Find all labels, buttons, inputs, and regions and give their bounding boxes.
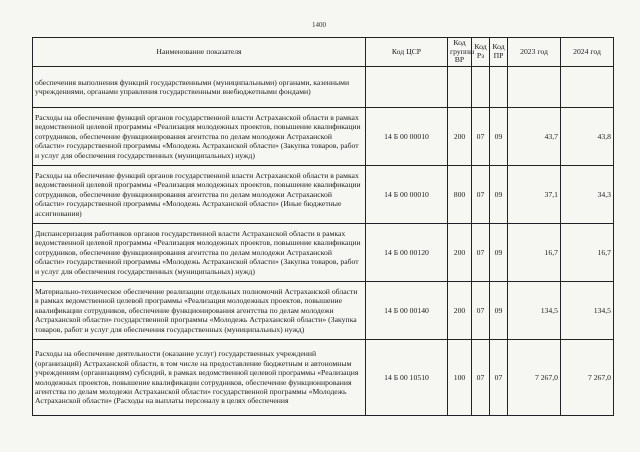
cell-vr: 100 (448, 340, 472, 416)
cell-pr: 07 (490, 340, 508, 416)
cell-code (366, 67, 448, 108)
header-2024: 2024 год (561, 38, 614, 67)
cell-2023: 37,1 (508, 166, 561, 224)
table-row (33, 340, 614, 416)
table-header-row (33, 38, 614, 67)
page-number: 1400 (312, 21, 326, 29)
cell-name: Расходы на обеспечение деятельности (оказание услуг) государственных учреждений (организаций) Астраханской области, в том числе на предоставление бюджетным и автономным учреждениям (организациям) субсидий, в рамках ведомственной целевой программы «Реализация молодежных проектов, повышение квалификации сотрудников, обеспечение функционирования агентства по делам молодежи Астраханской области» государственной программы «Молодежь Астраханской области» (Расходы на выплаты персоналу в целях обеспечения (33, 340, 366, 416)
cell-vr (448, 67, 472, 108)
cell-rz: 07 (472, 108, 490, 166)
cell-name: Диспансеризация работников органов государственной власти Астраханской области в рамках ведомственной целевой программы «Реализация молодежных проектов, повышение квалификации сотрудников, обеспечение функционирования агентства по делам молодежи Астраханской области» государственной программы «Молодежь Астраханской области» (Закупка товаров, работ и услуг для обеспечения государственных (муниципальных) нужд) (33, 224, 366, 282)
cell-code: 14 Б 00 10510 (366, 340, 448, 416)
cell-2023: 43,7 (508, 108, 561, 166)
cell-2023: 7 267,0 (508, 340, 561, 416)
cell-2024: 134,5 (561, 282, 614, 340)
cell-pr: 09 (490, 108, 508, 166)
cell-vr: 200 (448, 108, 472, 166)
cell-code: 14 Б 00 00010 (366, 166, 448, 224)
header-vr: Код группы ВР (448, 38, 472, 67)
cell-vr: 800 (448, 166, 472, 224)
cell-code: 14 Б 00 00010 (366, 108, 448, 166)
cell-rz: 07 (472, 224, 490, 282)
cell-vr: 200 (448, 224, 472, 282)
cell-2023 (508, 67, 561, 108)
table-row (33, 224, 614, 282)
table-row (33, 166, 614, 224)
header-pr: Код ПР (490, 38, 508, 67)
cell-rz: 07 (472, 282, 490, 340)
cell-rz: 07 (472, 166, 490, 224)
header-code: Код ЦСР (366, 38, 448, 67)
cell-rz (472, 67, 490, 108)
table-row (33, 108, 614, 166)
cell-name: Расходы на обеспечение функций органов государственной власти Астраханской области в рамках ведомственной целевой программы «Реализация молодежных проектов, повышение квалификации сотрудников, обеспечение функционирования агентства по делам молодежи Астраханской области» государственной программы «Молодежь Астраханской области» (Закупка товаров, работ и услуг для обеспечения государственных (муниципальных) нужд) (33, 108, 366, 166)
table-row (33, 67, 614, 108)
budget-table (32, 37, 614, 416)
cell-pr: 09 (490, 224, 508, 282)
cell-2023: 134,5 (508, 282, 561, 340)
cell-pr (490, 67, 508, 108)
header-rz: Код Рз (472, 38, 490, 67)
header-2023: 2023 год (508, 38, 561, 67)
cell-pr: 09 (490, 166, 508, 224)
cell-name: обеспечения выполнения функций государственными (муниципальными) органами, казенными учреждениями, органами управления государственными внебюджетными фондами) (33, 67, 366, 108)
cell-code: 14 Б 00 00140 (366, 282, 448, 340)
cell-rz: 07 (472, 340, 490, 416)
cell-2024 (561, 67, 614, 108)
cell-2024: 43,8 (561, 108, 614, 166)
cell-2023: 16,7 (508, 224, 561, 282)
header-name: Наименование показателя (33, 38, 366, 67)
table-row (33, 282, 614, 340)
cell-code: 14 Б 00 00120 (366, 224, 448, 282)
cell-pr: 09 (490, 282, 508, 340)
cell-name: Материально-техническое обеспечение реализации отдельных полномочий Астраханской области в рамках ведомственной целевой программы «Реализация молодежных проектов, повышение квалификации сотрудников, обеспечение функционирования агентства по делам молодежи Астраханской области» государственной программы «Молодежь Астраханской области» (Закупка товаров, работ и услуг для обеспечения государственных (муниципальных) нужд) (33, 282, 366, 340)
cell-name: Расходы на обеспечение функций органов государственной власти Астраханской области в рамках ведомственной целевой программы «Реализация молодежных проектов, повышение квалификации сотрудников, обеспечение функционирования агентства по делам молодежи Астраханской области» государственной программы «Молодежь Астраханской области» (Иные бюджетные ассигнования) (33, 166, 366, 224)
cell-vr: 200 (448, 282, 472, 340)
cell-2024: 7 267,0 (561, 340, 614, 416)
cell-2024: 16,7 (561, 224, 614, 282)
cell-2024: 34,3 (561, 166, 614, 224)
